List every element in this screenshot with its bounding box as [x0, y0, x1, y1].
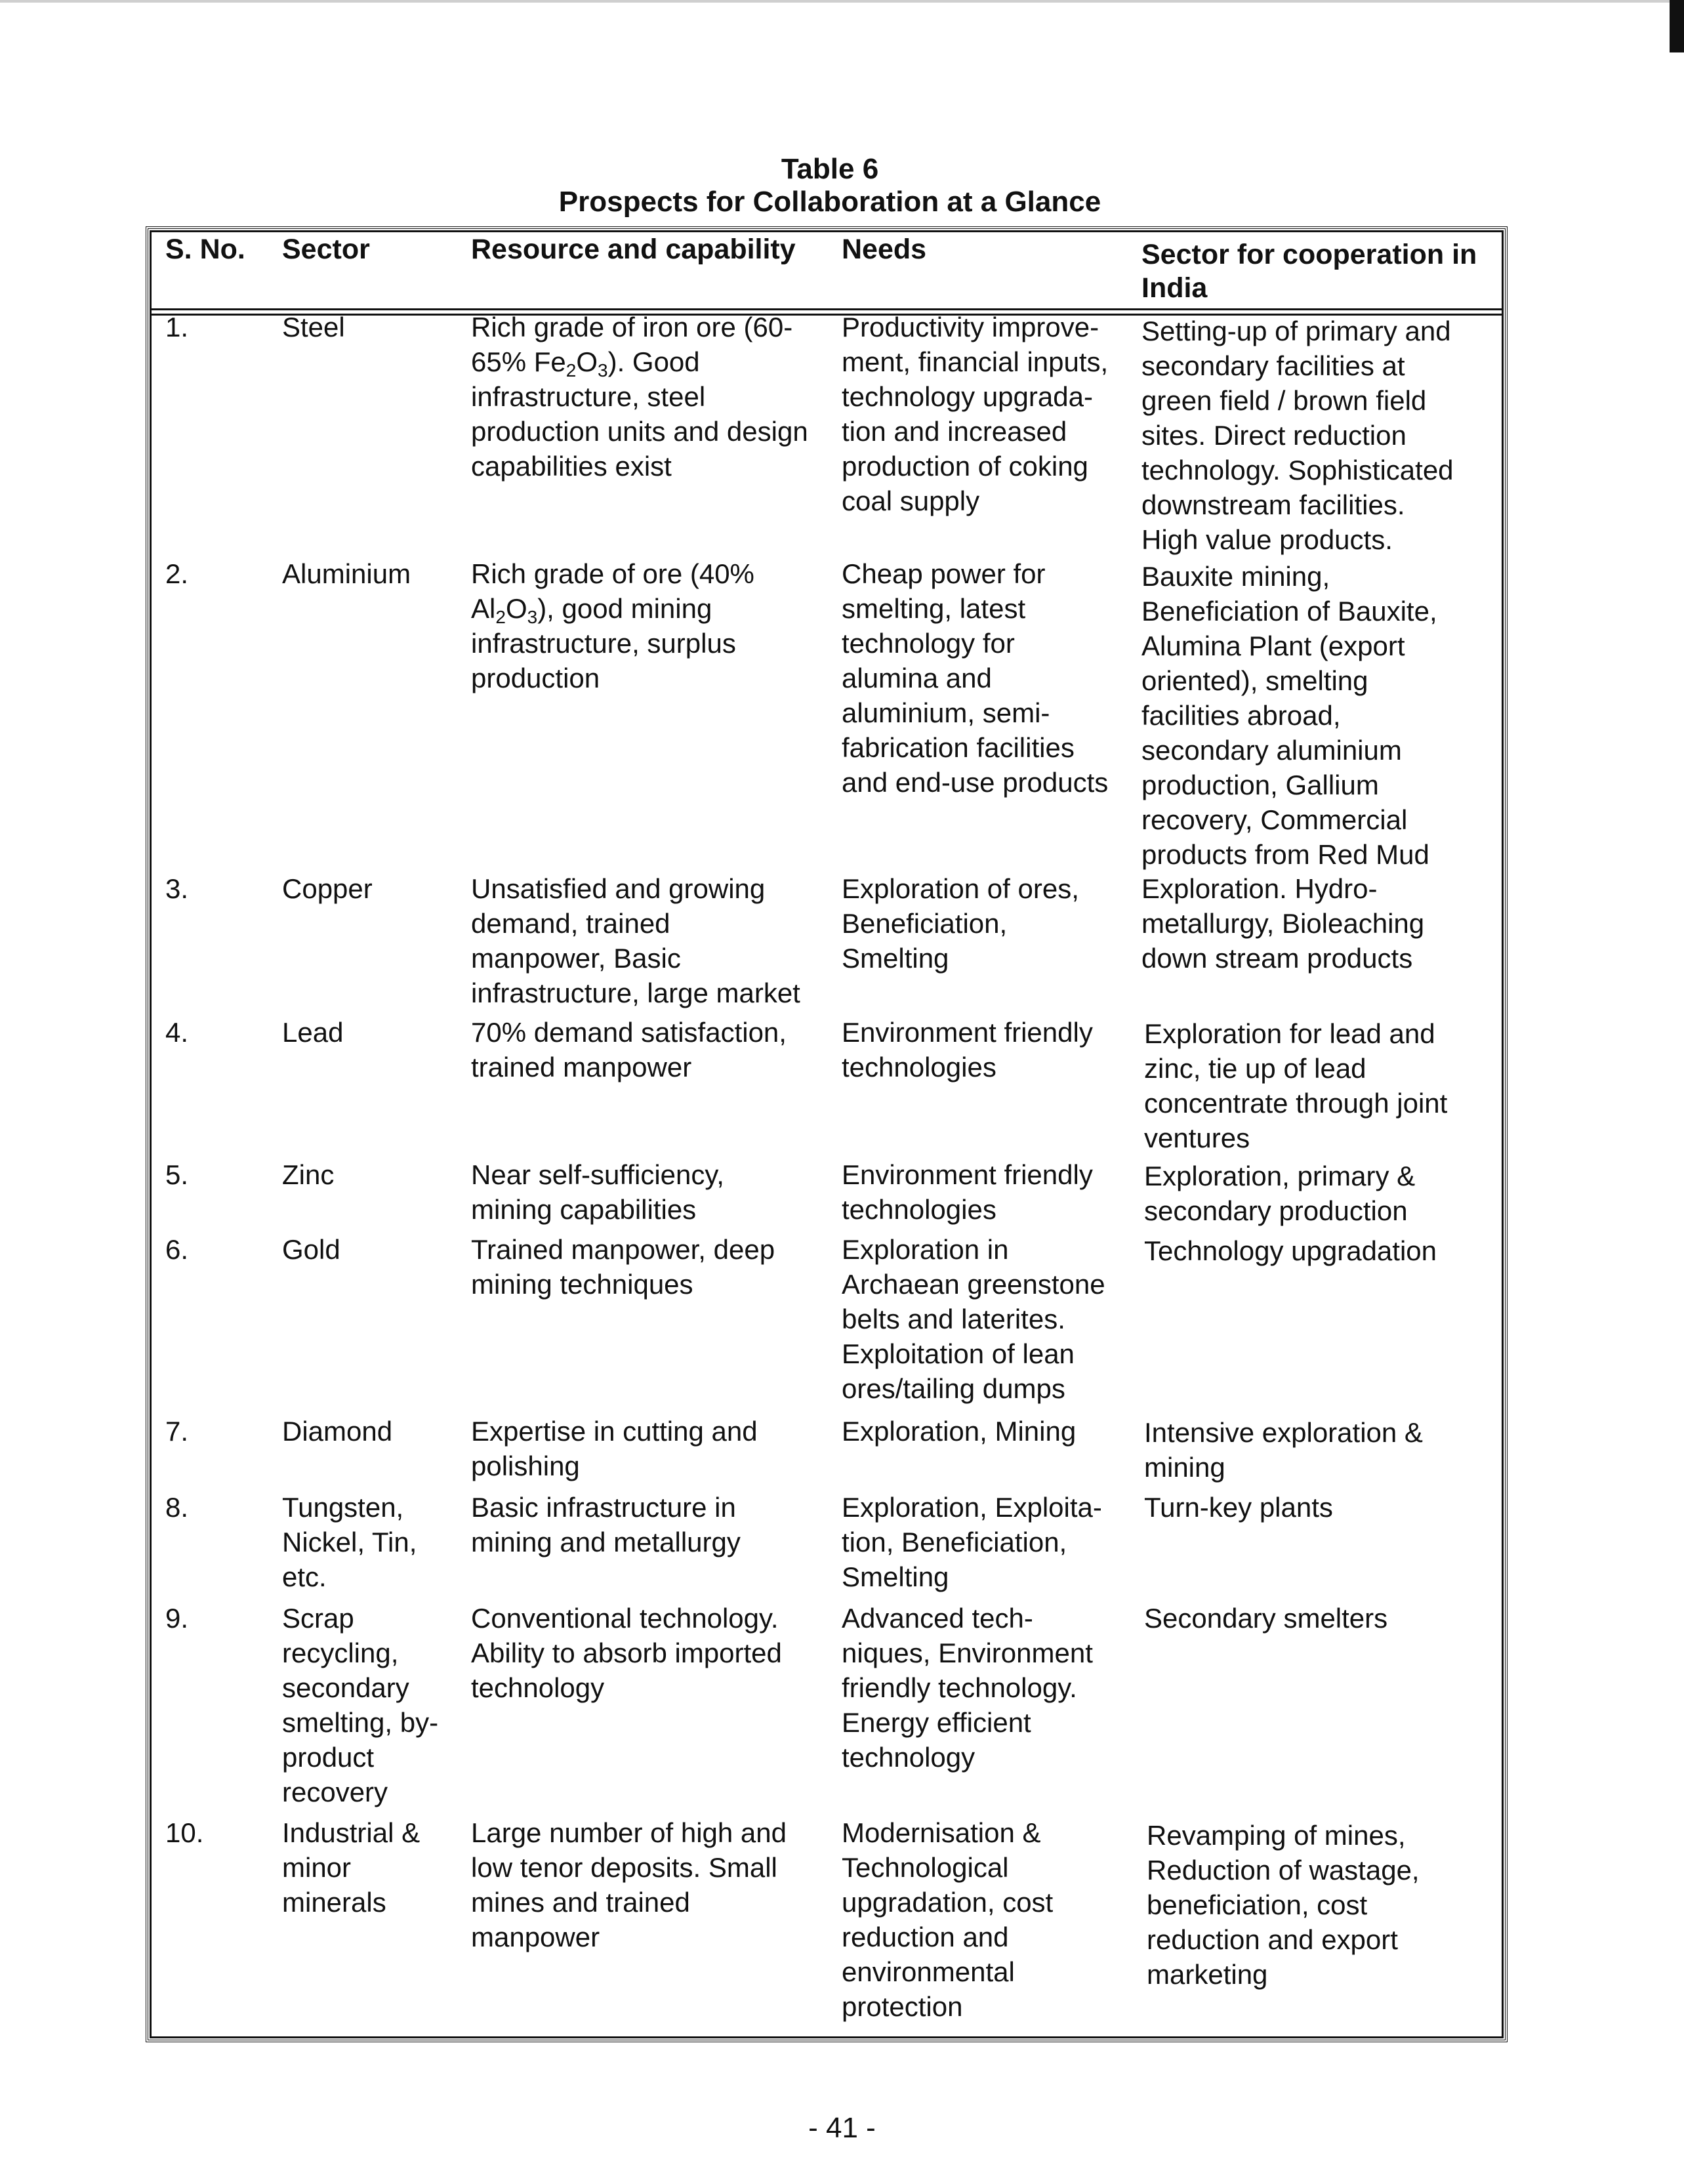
row-4-sno: 4.: [165, 1017, 189, 1048]
scan-right-edge: [1670, 0, 1684, 52]
row-7-sno: 7.: [165, 1416, 189, 1447]
row-1-needs: Productivity improve- ment, financial inputs, technology upgrada- tion and increased production of coking coal supply: [842, 312, 1109, 516]
header-rule-top: [150, 308, 1504, 310]
row-10-sno: 10.: [165, 1817, 204, 1848]
row-8-needs: Exploration, Exploita- tion, Beneficiation, Smelting: [842, 1492, 1102, 1592]
row-6-sector: Gold: [282, 1234, 340, 1265]
row-2-cooperation: Bauxite mining, Beneficiation of Bauxite, Alumina Plant (export oriented), smelting facilities abroad, secondary aluminium production, Gallium recovery, Commercial products from Red Mud: [1141, 561, 1437, 870]
row-5-sno: 5.: [165, 1159, 189, 1190]
header-cooperation: Sector for cooperation in India: [1141, 239, 1477, 304]
row-2-sector: Aluminium: [282, 558, 411, 589]
page-number: - 41 -: [808, 2112, 876, 2144]
row-9-cooperation: Secondary smelters: [1144, 1603, 1388, 1634]
row-10-resource: Large number of high and low tenor deposits. Small mines and trained manpower: [471, 1817, 787, 1952]
row-8-sno: 8.: [165, 1492, 189, 1523]
header-needs: Needs: [842, 234, 927, 265]
row-5-cooperation: Exploration, primary & secondary production: [1144, 1161, 1416, 1226]
row-5-resource: Near self-sufficiency, mining capabilities: [471, 1159, 724, 1225]
row-2-resource: Rich grade of ore (40% $Al_2O_3$), good mining infrastructure, surplus production: [471, 558, 754, 693]
row-9-sno: 9.: [165, 1603, 189, 1634]
row-1-sno: 1.: [165, 312, 189, 342]
row-3-sno: 3.: [165, 873, 189, 904]
row-5-needs: Environment friendly technologies: [842, 1159, 1093, 1225]
row-7-needs: Exploration, Mining: [842, 1416, 1077, 1447]
row-1-cooperation: Setting-up of primary and secondary facilities at green field / brown field sites. Direct reduction technology. Sophisticated downstream facilities. High value products.: [1141, 316, 1454, 555]
row-5-sector: Zinc: [282, 1159, 335, 1190]
header-sector: Sector: [282, 234, 370, 265]
row-8-cooperation: Turn-key plants: [1144, 1492, 1333, 1523]
row-4-sector: Lead: [282, 1017, 344, 1048]
row-9-sector: Scrap recycling, secondary smelting, by- product recovery: [282, 1603, 439, 1807]
row-9-resource: Conventional technology. Ability to absorb imported technology: [471, 1603, 782, 1703]
row-3-resource: Unsatisfied and growing demand, trained manpower, Basic infrastructure, large market: [471, 873, 800, 1008]
row-8-resource: Basic infrastructure in mining and metallurgy: [471, 1492, 741, 1557]
table-subtitle: Prospects for Collaboration at a Glance: [558, 186, 1101, 218]
header-resource: Resource and capability: [471, 234, 796, 265]
row-4-needs: Environment friendly technologies: [842, 1017, 1093, 1082]
row-10-needs: Modernisation & Technological upgradation, cost reduction and environmental protection: [842, 1817, 1054, 2022]
row-8-sector: Tungsten, Nickel, Tin, etc.: [282, 1492, 417, 1592]
row-1-sector: Steel: [282, 312, 345, 342]
row-4-resource: 70% demand satisfaction, trained manpower: [471, 1017, 787, 1082]
row-10-sector: Industrial & minor minerals: [282, 1817, 421, 1918]
table-title: Table 6: [781, 153, 879, 185]
row-2-needs: Cheap power for smelting, latest technology for alumina and aluminium, semi- fabrication facilities and end-use products: [842, 558, 1109, 798]
row-7-resource: Expertise in cutting and polishing: [471, 1416, 758, 1481]
row-6-cooperation: Technology upgradation: [1144, 1235, 1437, 1266]
row-1-resource: Rich grade of iron ore (60- 65% $Fe_2O_3$). Good infrastructure, steel production units and design capabilities exist: [471, 312, 808, 482]
row-3-cooperation: Exploration. Hydro- metallurgy, Bioleaching down stream products: [1141, 873, 1425, 974]
row-10-cooperation: Revamping of mines, Reduction of wastage, beneficiation, cost reduction and export marketing: [1147, 1820, 1420, 1990]
row-3-sector: Copper: [282, 873, 373, 904]
row-7-cooperation: Intensive exploration & mining: [1144, 1417, 1423, 1483]
row-6-needs: Exploration in Archaean greenstone belts and laterites. Exploitation of lean ores/tailing dumps: [842, 1234, 1105, 1404]
row-9-needs: Advanced tech- niques, Environment friendly technology. Energy efficient technology: [842, 1603, 1093, 1773]
row-6-sno: 6.: [165, 1234, 189, 1265]
row-2-sno: 2.: [165, 558, 189, 589]
row-4-cooperation: Exploration for lead and zinc, tie up of lead concentrate through joint ventures: [1144, 1018, 1448, 1153]
row-7-sector: Diamond: [282, 1416, 393, 1447]
row-6-resource: Trained manpower, deep mining techniques: [471, 1234, 775, 1300]
row-3-needs: Exploration of ores, Beneficiation, Smelting: [842, 873, 1079, 974]
header-sno: S. No.: [165, 234, 245, 265]
scan-top-edge: [0, 0, 1684, 3]
